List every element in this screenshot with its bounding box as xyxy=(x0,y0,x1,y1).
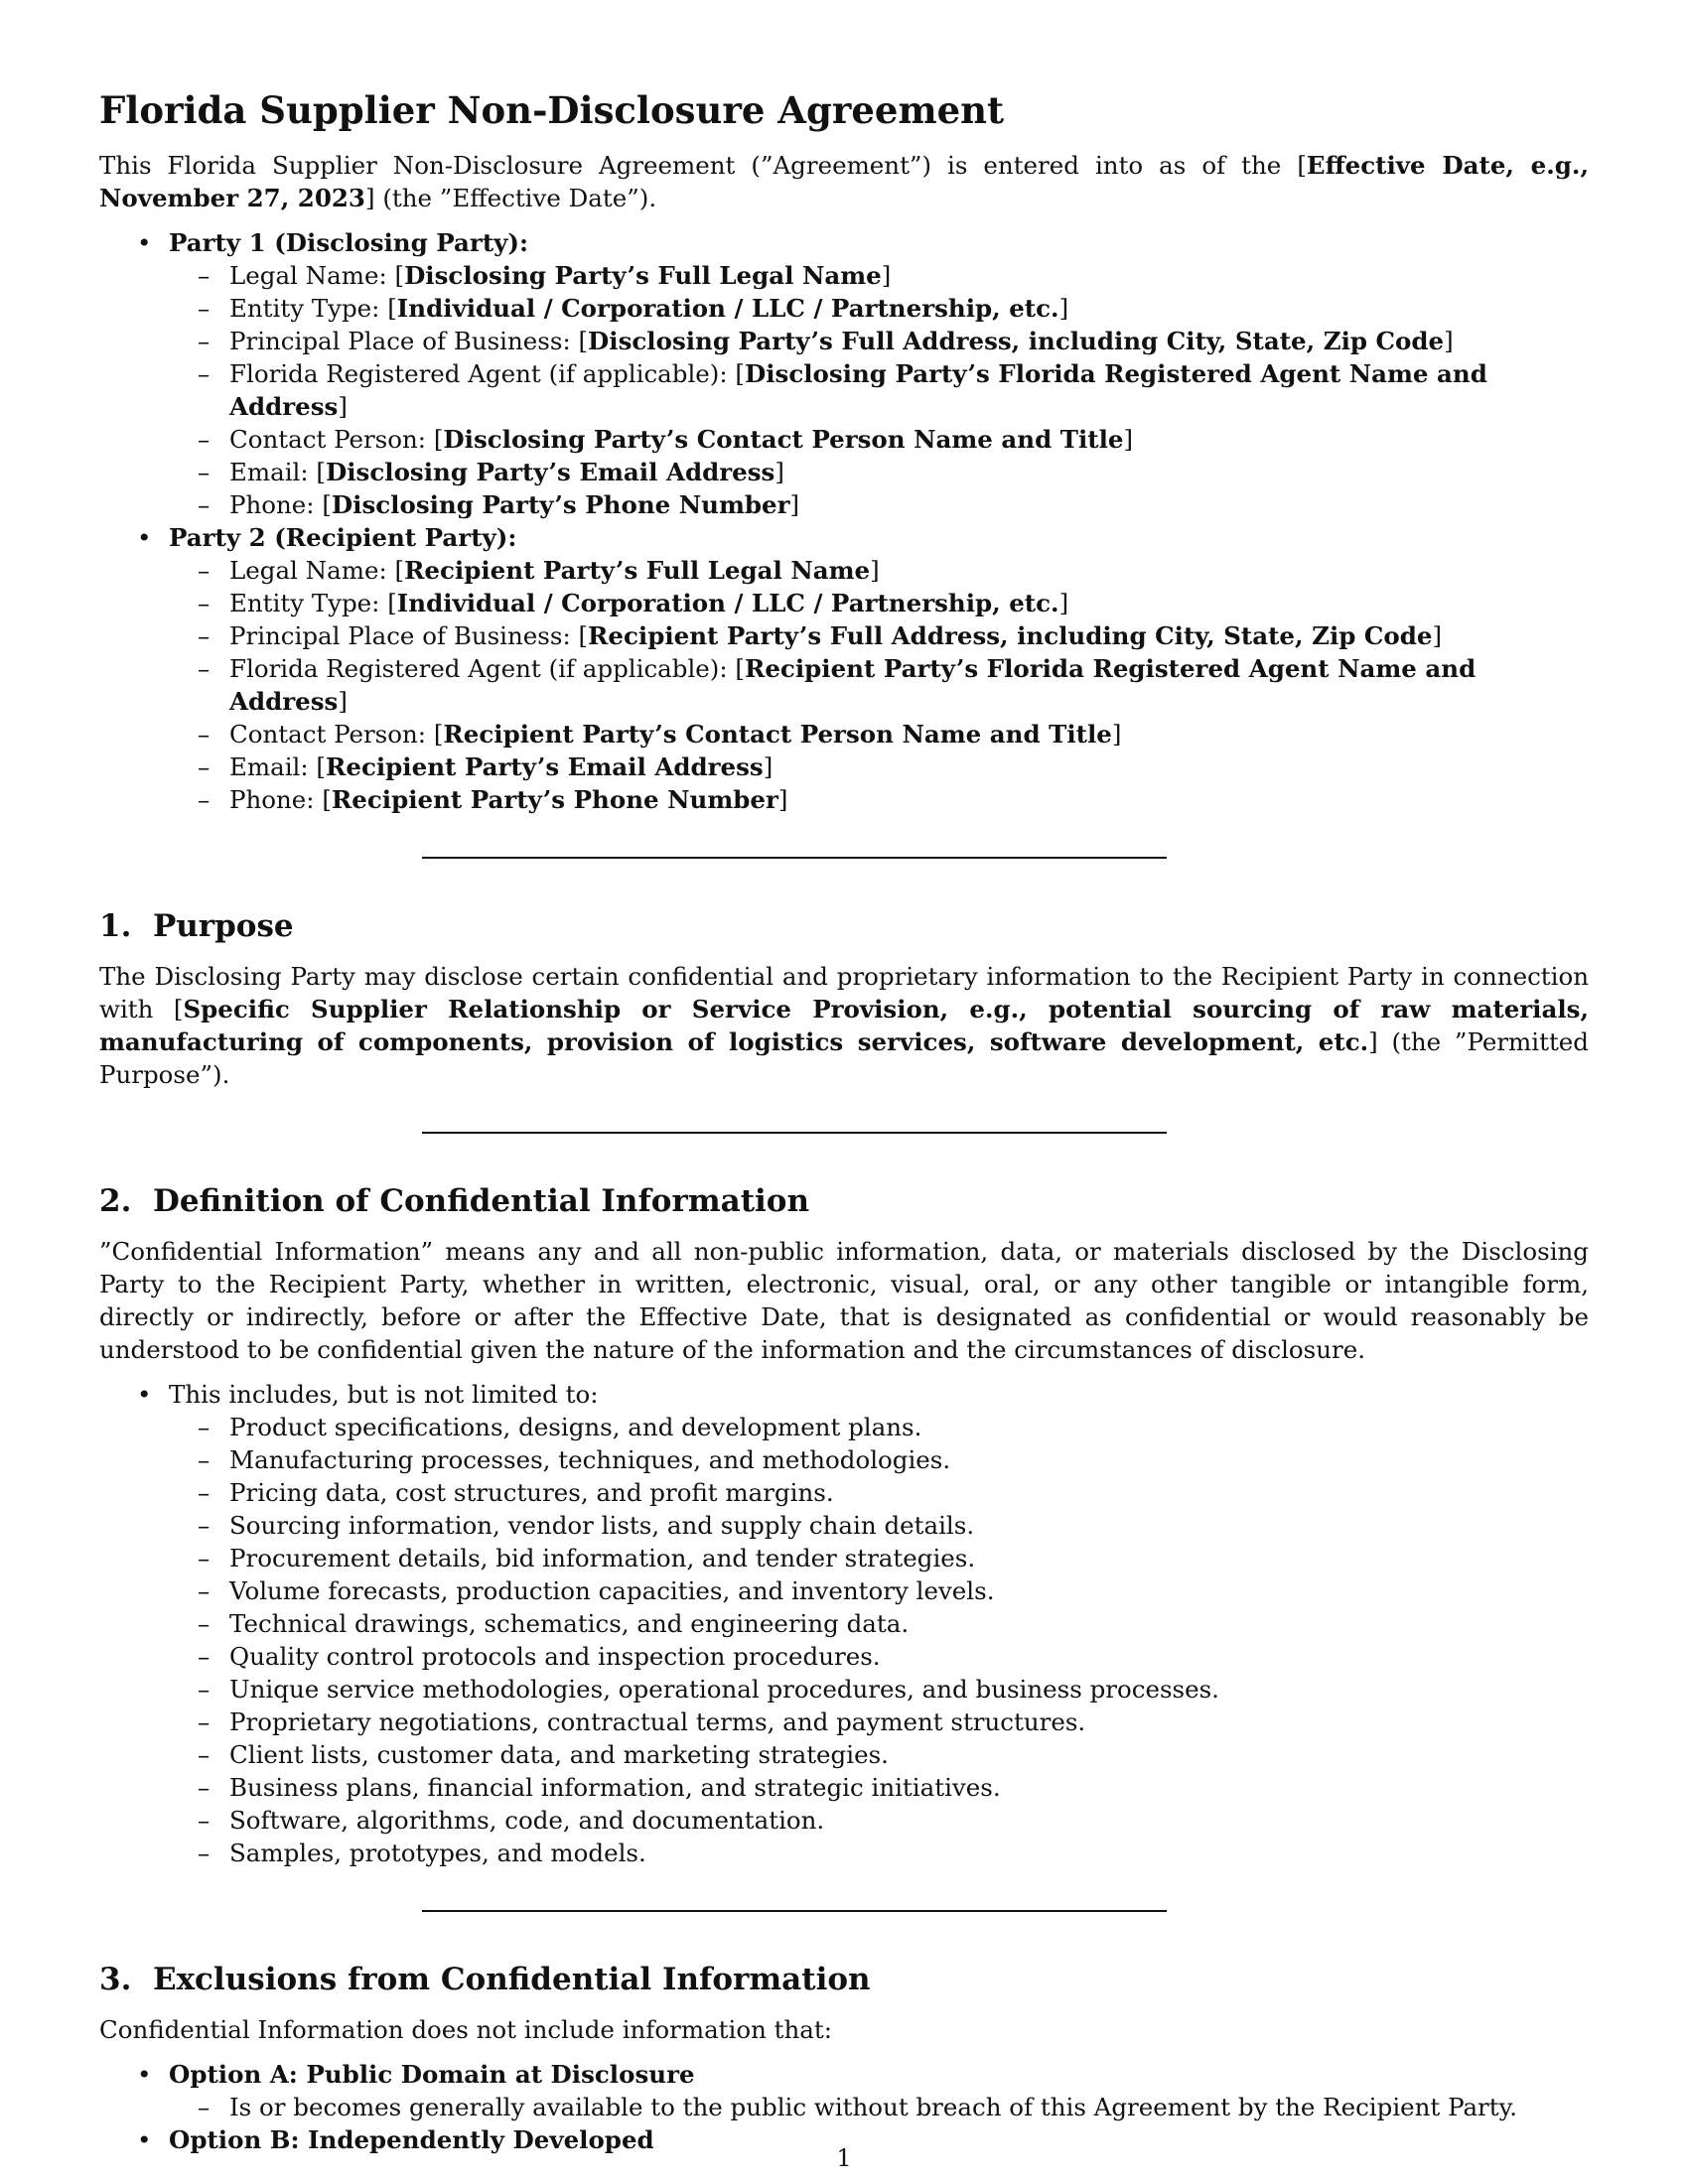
list-item: – Is or becomes generally available to the public without breach of this Agreement by the Recipient Party. xyxy=(198,2091,1589,2123)
section-heading: 2. Definition of Confidential Information xyxy=(99,1183,810,1219)
exclusions-intro: Confidential Information does not include information that: xyxy=(99,2015,833,2044)
exclusions-list xyxy=(99,2058,1589,2156)
section-heading: 1. Purpose xyxy=(99,908,294,944)
list-item: – Email: [Disclosing Party’s Email Address] xyxy=(198,456,1589,488)
definition-paragraph: ”Confidential Information” means any and all non-public information, data, or materials disclosed by the Disclosing Party to the Recipient Party, whether in written, electronic, visual, oral, or any other tangible or intangible form, directly or indirectly, before or after the Effective Date, that is designated as confidential or would reasonably be understood to be confidential given the nature of the information and the circumstances of disclosure. xyxy=(99,1237,1589,1364)
list-item: – Pricing data, cost structures, and profit margins. xyxy=(198,1476,1589,1509)
section-definition xyxy=(99,1181,1589,1869)
list-item: – Manufacturing processes, techniques, and methodologies. xyxy=(198,1443,1589,1476)
list-item: – Unique service methodologies, operational procedures, and business processes. xyxy=(198,1673,1589,1706)
list-item: – Email: [Recipient Party’s Email Address] xyxy=(198,751,1589,783)
list-item: – Volume forecasts, production capacities, and inventory levels. xyxy=(198,1574,1589,1607)
purpose-paragraph: The Disclosing Party may disclose certain confidential and proprietary information to the Recipient Party in connection with [Specific Supplier Relationship or Service Provision, e.g., potential sourcing of raw materials, manufacturing of components, provision of logistics services, software development, etc.] (the ”Permitted Purpose”). xyxy=(99,962,1589,1089)
list-item: – Phone: [Recipient Party’s Phone Number] xyxy=(198,783,1589,816)
list-item: – Product specifications, designs, and development plans. xyxy=(198,1411,1589,1443)
list-item: – Software, algorithms, code, and documentation. xyxy=(198,1804,1589,1837)
list-item: – Legal Name: [Recipient Party’s Full Legal Name] xyxy=(198,554,1589,587)
party-1-item xyxy=(137,226,1589,521)
party-1-heading: Party 1 (Disclosing Party): xyxy=(169,228,529,257)
section-heading: 3. Exclusions from Confidential Information xyxy=(99,1962,871,1997)
document-title: Florida Supplier Non-Disclosure Agreement xyxy=(99,88,1005,132)
section-exclusions xyxy=(99,1960,1589,2156)
section-divider xyxy=(422,857,1167,859)
list-item: – Samples, prototypes, and models. xyxy=(198,1837,1589,1869)
list-item: – Entity Type: [Individual / Corporation / LLC / Partnership, etc.] xyxy=(198,292,1589,325)
list-item: – Contact Person: [Recipient Party’s Contact Person Name and Title] xyxy=(198,718,1589,751)
party-2-item xyxy=(137,521,1589,816)
definition-items xyxy=(169,1411,1589,1869)
section-divider xyxy=(422,1910,1167,1912)
definition-list xyxy=(99,1378,1589,1869)
party-1-fields xyxy=(169,259,1589,521)
page-number: 1 xyxy=(836,2144,852,2172)
list-item: – Quality control protocols and inspection procedures. xyxy=(198,1640,1589,1673)
list-item: – Client lists, customer data, and marketing strategies. xyxy=(198,1738,1589,1771)
option-b-heading: Option B: Independently Developed xyxy=(169,2125,654,2154)
list-item: – Florida Registered Agent (if applicable): [Recipient Party’s Florida Registered Agent Name and Address] xyxy=(198,652,1589,718)
option-a-heading: Option A: Public Domain at Disclosure xyxy=(169,2060,695,2089)
list-item: – Business plans, financial information, and strategic initiatives. xyxy=(198,1771,1589,1804)
intro-paragraph: This Florida Supplier Non-Disclosure Agreement (”Agreement”) is entered into as of the [Effective Date, e.g., November 27, 2023] (the ”Effective Date”). xyxy=(99,151,1589,212)
section-purpose xyxy=(99,906,1589,1091)
list-item: – Principal Place of Business: [Disclosing Party’s Full Address, including City, State, Zip Code] xyxy=(198,325,1589,357)
list-item: – Technical drawings, schematics, and engineering data. xyxy=(198,1607,1589,1640)
document-page xyxy=(99,87,1589,2156)
list-item: – Contact Person: [Disclosing Party’s Contact Person Name and Title] xyxy=(198,423,1589,456)
section-divider xyxy=(422,1132,1167,1134)
party-2-heading: Party 2 (Recipient Party): xyxy=(169,523,517,552)
list-item xyxy=(137,1378,1589,1869)
parties-list xyxy=(99,226,1589,816)
list-intro: This includes, but is not limited to: xyxy=(169,1380,599,1409)
list-item: – Legal Name: [Disclosing Party’s Full Legal Name] xyxy=(198,259,1589,292)
list-item: – Florida Registered Agent (if applicable): [Disclosing Party’s Florida Registered Agent Name and Address] xyxy=(198,357,1589,423)
list-item: – Sourcing information, vendor lists, and supply chain details. xyxy=(198,1509,1589,1542)
list-item: – Phone: [Disclosing Party’s Phone Number] xyxy=(198,488,1589,521)
list-item xyxy=(137,2058,1589,2123)
list-item: – Entity Type: [Individual / Corporation / LLC / Partnership, etc.] xyxy=(198,587,1589,619)
list-item: – Principal Place of Business: [Recipient Party’s Full Address, including City, State, Zip Code] xyxy=(198,619,1589,652)
party-2-fields xyxy=(169,554,1589,816)
list-item: – Procurement details, bid information, and tender strategies. xyxy=(198,1542,1589,1574)
list-item: – Proprietary negotiations, contractual terms, and payment structures. xyxy=(198,1706,1589,1738)
